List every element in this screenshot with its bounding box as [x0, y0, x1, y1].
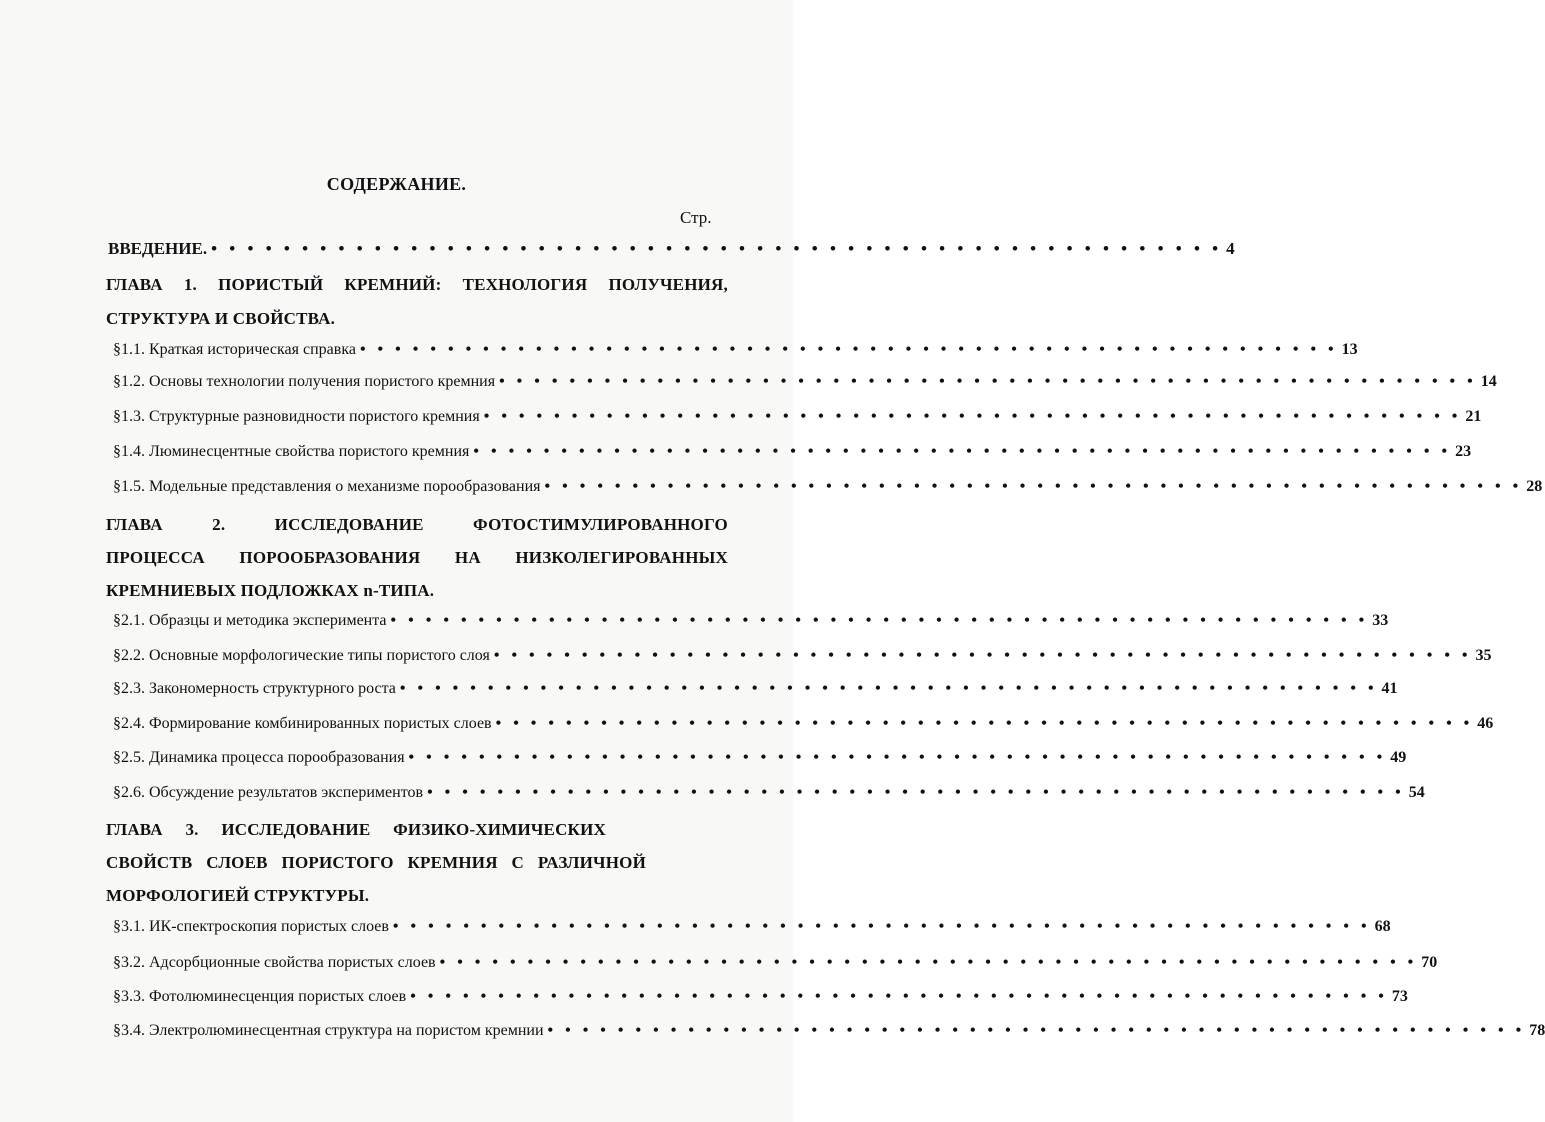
toc-entry-page: 35: [1475, 647, 1492, 664]
dot-leader: • • • • • • • • • • • • • • • • • • • • • • • • • • • • • • • • • • • • • • • • • • • • • • • • • • • • • • • •: [408, 749, 1387, 766]
toc-entry-page: 23: [1455, 443, 1472, 460]
dot-leader: • • • • • • • • • • • • • • • • • • • • • • • • • • • • • • • • • • • • • • • • • • • • • • • • • • • • • • • •: [495, 715, 1474, 732]
toc-entry-text: §2.2. Основные морфологические типы пористого слоя: [113, 647, 490, 664]
toc-entry-text: §3.2. Адсорбционные свойства пористых слоев: [113, 954, 436, 971]
toc-entry-page: 14: [1480, 373, 1497, 390]
page-title: СОДЕРЖАНИЕ.: [326, 174, 467, 194]
toc-entry-text: §2.3. Закономерность структурного роста: [113, 680, 396, 697]
chapter-2-heading-line-2: ПРОЦЕССА ПОРООБРАЗОВАНИЯ НА НИЗКОЛЕГИРОВАННЫХ: [106, 548, 728, 567]
toc-entry-section-1-1[interactable]: [113, 341, 1358, 365]
chapter-3-heading-line-2: СВОЙСТВ СЛОЕВ ПОРИСТОГО КРЕМНИЯ С РАЗЛИЧНОЙ: [106, 853, 646, 872]
toc-entry-page: 13: [1341, 341, 1358, 358]
toc-entry-page: 68: [1374, 918, 1391, 935]
toc-entry-page: 33: [1372, 612, 1389, 629]
chapter-3-heading-line-3: МОРФОЛОГИЕЙ СТРУКТУРЫ.: [106, 886, 370, 905]
toc-entry-page: 78: [1529, 1022, 1545, 1039]
toc-entry-page: 4: [1226, 239, 1235, 258]
toc-entry-section-1-2[interactable]: [113, 373, 1497, 397]
dot-leader: • • • • • • • • • • • • • • • • • • • • • • • • • • • • • • • • • • • • • • • • • • • • • • • • • • • • • • • •: [483, 408, 1462, 425]
toc-entry-text: §3.4. Электролюминесцентная структура на пористом кремнии: [113, 1022, 544, 1039]
toc-entry-page: 54: [1408, 784, 1425, 801]
toc-entry-section-2-4[interactable]: [113, 715, 1494, 739]
dot-leader: • • • • • • • • • • • • • • • • • • • • • • • • • • • • • • • • • • • • • • • • • • • • • • • • • • • • • • • •: [410, 988, 1388, 1005]
toc-entry-text: §2.5. Динамика процесса порообразования: [113, 749, 405, 766]
chapter-3-heading-line-1: ГЛАВА 3. ИССЛЕДОВАНИЕ ФИЗИКО-ХИМИЧЕСКИХ: [106, 820, 606, 839]
toc-entry-text: §3.3. Фотолюминесценция пористых слоев: [113, 988, 407, 1005]
dot-leader: • • • • • • • • • • • • • • • • • • • • • • • • • • • • • • • • • • • • • • • • • • • • • • • • • • • • • • • •: [439, 954, 1418, 971]
toc-entry-introduction[interactable]: [108, 239, 1235, 263]
dot-leader: • • • • • • • • • • • • • • • • • • • • • • • • • • • • • • • • • • • • • • • • • • • • • • • • • • • • • • • •: [359, 341, 1338, 358]
page-column-label: Стр.: [680, 208, 712, 227]
toc-entry-text: §1.4. Люминесцентные свойства пористого кремния: [113, 443, 470, 460]
toc-entry-section-2-2[interactable]: [113, 647, 1492, 671]
chapter-2-heading-line-1: ГЛАВА 2. ИССЛЕДОВАНИЕ ФОТОСТИМУЛИРОВАННОГО: [106, 515, 728, 534]
dot-leader: • • • • • • • • • • • • • • • • • • • • • • • • • • • • • • • • • • • • • • • • • • • • • • • • • • • • • • • •: [544, 478, 1523, 495]
toc-entry-section-1-4[interactable]: [113, 443, 1472, 467]
toc-entry-text: §1.1. Краткая историческая справка: [113, 341, 356, 358]
toc-entry-text: §3.1. ИК-спектроскопия пористых слоев: [113, 918, 389, 935]
toc-entry-text: ВВЕДЕНИЕ.: [108, 239, 208, 258]
dot-leader: • • • • • • • • • • • • • • • • • • • • • • • • • • • • • • • • • • • • • • • • • • • • • • • • • • • • • • • •: [473, 443, 1452, 460]
dot-leader: • • • • • • • • • • • • • • • • • • • • • • • • • • • • • • • • • • • • • • • • • • • • • • • • • • • • • • • •: [427, 784, 1405, 801]
chapter-1-heading-line-2: СТРУКТУРА И СВОЙСТВА.: [106, 309, 336, 328]
toc-entry-page: 46: [1477, 715, 1494, 732]
toc-entry-section-1-3[interactable]: [113, 408, 1482, 432]
dot-leader: • • • • • • • • • • • • • • • • • • • • • • • • • • • • • • • • • • • • • • • • • • • • • • • • • • • • • • • •: [399, 680, 1378, 697]
dot-leader: • • • • • • • • • • • • • • • • • • • • • • • • • • • • • • • • • • • • • • • • • • • • • • • • • • • • • • • •: [547, 1022, 1526, 1039]
toc-entry-page: 28: [1526, 478, 1543, 495]
dot-leader: • • • • • • • • • • • • • • • • • • • • • • • • • • • • • • • • • • • • • • • • • • • • • • • • • • • • • • • •: [493, 647, 1472, 664]
dot-leader: • • • • • • • • • • • • • • • • • • • • • • • • • • • • • • • • • • • • • • • • • • • • • • • • • • • • • • • •: [392, 918, 1371, 935]
toc-entry-section-3-3[interactable]: [113, 988, 1408, 1012]
toc-entry-text: §2.1. Образцы и методика эксперимента: [113, 612, 387, 629]
toc-entry-section-2-1[interactable]: [113, 612, 1389, 636]
toc-entry-text: §2.6. Обсуждение результатов экспериментов: [113, 784, 424, 801]
chapter-2-heading-line-3: КРЕМНИЕВЫХ ПОДЛОЖКАХ n-ТИПА.: [106, 581, 435, 600]
toc-entry-section-2-6[interactable]: [113, 784, 1425, 808]
toc-entry-page: 49: [1390, 749, 1407, 766]
toc-entry-section-2-3[interactable]: [113, 680, 1398, 704]
chapter-1-heading-line-1: ГЛАВА 1. ПОРИСТЫЙ КРЕМНИЙ: ТЕХНОЛОГИЯ ПОЛУЧЕНИЯ,: [106, 275, 728, 294]
toc-entry-page: 73: [1391, 988, 1408, 1005]
toc-entry-text: §1.3. Структурные разновидности пористого кремния: [113, 408, 480, 425]
toc-entry-section-3-1[interactable]: [113, 918, 1391, 942]
toc-entry-text: §1.2. Основы технологии получения пористого кремния: [113, 373, 496, 390]
toc-entry-page: 21: [1465, 408, 1482, 425]
toc-entry-section-3-2[interactable]: [113, 954, 1438, 978]
dot-leader: • • • • • • • • • • • • • • • • • • • • • • • • • • • • • • • • • • • • • • • • • • • • • • • • • • • • • • • •: [390, 612, 1369, 629]
toc-entry-section-1-5[interactable]: [113, 478, 1543, 502]
toc-entry-section-3-4[interactable]: [113, 1022, 1545, 1046]
toc-entry-page: 70: [1421, 954, 1438, 971]
toc-entry-text: §2.4. Формирование комбинированных пористых слоев: [113, 715, 492, 732]
toc-entry-section-2-5[interactable]: [113, 749, 1407, 773]
dot-leader: • • • • • • • • • • • • • • • • • • • • • • • • • • • • • • • • • • • • • • • • • • • • • • • • • • • • • • • •: [499, 373, 1477, 390]
toc-entry-text: §1.5. Модельные представления о механизме порообразования: [113, 478, 541, 495]
toc-entry-page: 41: [1381, 680, 1398, 697]
dot-leader: • • • • • • • • • • • • • • • • • • • • • • • • • • • • • • • • • • • • • • • • • • • • • • • • • • • • • • • •: [211, 239, 1223, 258]
